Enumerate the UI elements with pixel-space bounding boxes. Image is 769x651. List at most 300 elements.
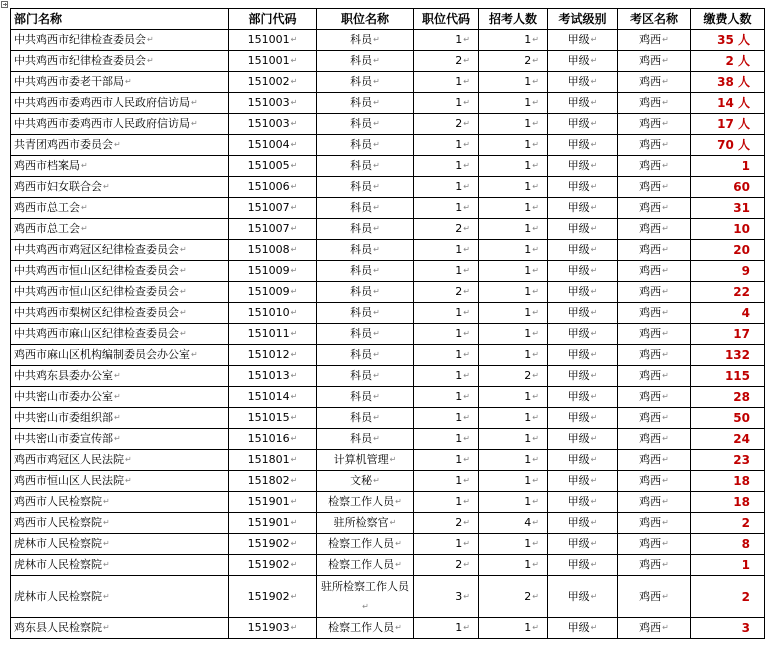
paid-count-cell xyxy=(691,387,765,408)
position-code-cell xyxy=(414,282,479,303)
paragraph-mark-icon: ↵ xyxy=(373,413,380,422)
paid-count-cell xyxy=(691,576,765,618)
exam-level-cell xyxy=(548,576,618,618)
exam-level-text: 甲级 xyxy=(567,589,590,603)
recruit-count-cell xyxy=(479,513,548,534)
department-name-cell xyxy=(11,282,229,303)
paid-count-cell xyxy=(691,261,765,282)
position-name-text: 计算机管理 xyxy=(333,453,389,466)
department-code-cell xyxy=(229,93,317,114)
department-name-text: 中共鸡西市纪律检查委员会 xyxy=(14,54,146,67)
recruit-count-text: 1 xyxy=(524,159,532,172)
paragraph-mark-icon: ↵ xyxy=(463,497,470,506)
paid-count-cell xyxy=(691,366,765,387)
paid-count-text: 50 xyxy=(733,411,750,425)
department-name-cell xyxy=(11,114,229,135)
paragraph-mark-icon: ↵ xyxy=(389,455,397,464)
position-name-text: 检察工作人员 xyxy=(328,495,395,508)
position-code-text: 1 xyxy=(455,159,463,172)
department-name-text: 中共密山市委组织部 xyxy=(14,411,113,424)
position-name-text: 科员 xyxy=(350,390,373,403)
recruit-count-text: 1 xyxy=(524,411,532,424)
paragraph-mark-icon: ↵ xyxy=(103,623,110,632)
paragraph-mark-icon: ↵ xyxy=(373,371,380,380)
position-name-cell xyxy=(317,219,414,240)
position-name-cell xyxy=(317,72,414,93)
exam-area-cell xyxy=(618,114,691,135)
paragraph-mark-icon: ↵ xyxy=(590,476,598,485)
paragraph-mark-icon: ↵ xyxy=(463,434,470,443)
table-row xyxy=(11,450,765,471)
position-name-text: 科员 xyxy=(350,159,373,172)
exam-level-text: 甲级 xyxy=(567,96,590,109)
exam-area-text: 鸡西 xyxy=(639,390,662,403)
paragraph-mark-icon: ↵ xyxy=(662,455,669,464)
department-code-text: 151010 xyxy=(247,306,290,319)
paid-count-text: 28 xyxy=(733,390,750,404)
recruit-count-cell xyxy=(479,324,548,345)
paragraph-mark-icon: ↵ xyxy=(662,308,669,317)
exam-area-cell xyxy=(618,30,691,51)
paragraph-mark-icon: ↵ xyxy=(191,98,198,107)
position-code-text: 1 xyxy=(455,243,463,256)
exam-level-text: 甲级 xyxy=(567,264,590,277)
department-code-cell xyxy=(229,492,317,513)
paragraph-mark-icon: ↵ xyxy=(290,329,298,338)
exam-level-text: 甲级 xyxy=(567,159,590,172)
paid-count-text: 35 人 xyxy=(717,33,750,47)
exam-level-text: 甲级 xyxy=(567,285,590,298)
department-name-cell xyxy=(11,492,229,513)
paragraph-mark-icon: ↵ xyxy=(662,539,669,548)
position-name-cell xyxy=(317,282,414,303)
position-code-cell xyxy=(414,51,479,72)
position-name-text: 科员 xyxy=(350,369,373,382)
paragraph-mark-icon: ↵ xyxy=(590,350,598,359)
paid-count-text: 20 xyxy=(733,243,750,257)
paragraph-mark-icon: ↵ xyxy=(662,203,669,212)
paragraph-mark-icon: ↵ xyxy=(463,287,470,296)
position-code-text: 1 xyxy=(455,75,463,88)
exam-area-cell xyxy=(618,198,691,219)
recruit-count-cell xyxy=(479,429,548,450)
paragraph-mark-icon: ↵ xyxy=(290,203,298,212)
department-code-cell xyxy=(229,555,317,576)
paragraph-mark-icon: ↵ xyxy=(590,35,598,44)
department-code-cell xyxy=(229,387,317,408)
paragraph-mark-icon: ↵ xyxy=(532,623,539,632)
exam-area-cell xyxy=(618,51,691,72)
exam-area-cell xyxy=(618,219,691,240)
department-code-text: 151014 xyxy=(247,390,290,403)
table-row xyxy=(11,408,765,429)
position-name-text: 科员 xyxy=(350,54,373,67)
paragraph-mark-icon: ↵ xyxy=(290,119,298,128)
paragraph-mark-icon: ↵ xyxy=(463,350,470,359)
paragraph-mark-icon: ↵ xyxy=(290,560,298,569)
recruit-count-cell xyxy=(479,177,548,198)
department-name-cell xyxy=(11,219,229,240)
paragraph-mark-icon: ↵ xyxy=(590,434,598,443)
position-name-cell xyxy=(317,303,414,324)
recruit-count-text: 1 xyxy=(524,138,532,151)
position-code-text: 1 xyxy=(455,33,463,46)
position-name-cell xyxy=(317,366,414,387)
position-name-cell xyxy=(317,345,414,366)
position-code-text: 1 xyxy=(455,201,463,214)
recruit-count-cell xyxy=(479,450,548,471)
paragraph-mark-icon: ↵ xyxy=(373,434,380,443)
department-code-text: 151903 xyxy=(247,621,290,634)
exam-level-text: 甲级 xyxy=(567,75,590,88)
paid-count-text: 70 人 xyxy=(717,138,750,152)
department-code-text: 151011 xyxy=(247,327,290,340)
paid-count-text: 18 xyxy=(733,495,750,509)
paragraph-mark-icon: ↵ xyxy=(290,224,298,233)
position-name-cell xyxy=(317,471,414,492)
exam-area-text: 鸡西 xyxy=(639,33,662,46)
paid-count-text: 8 xyxy=(741,537,750,551)
paragraph-mark-icon: ↵ xyxy=(590,140,598,149)
department-name-text: 鸡西市总工会 xyxy=(14,222,80,235)
table-row xyxy=(11,219,765,240)
paragraph-mark-icon: ↵ xyxy=(662,329,669,338)
paid-count-text: 38 人 xyxy=(717,75,750,89)
recruit-count-text: 1 xyxy=(524,75,532,88)
position-name-cell xyxy=(317,198,414,219)
exam-level-cell xyxy=(548,72,618,93)
department-code-cell xyxy=(229,72,317,93)
table-move-handle-icon[interactable] xyxy=(1,1,8,8)
position-name-cell xyxy=(317,240,414,261)
recruit-count-text: 1 xyxy=(524,621,532,634)
department-name-text: 鸡西市妇女联合会 xyxy=(14,180,102,193)
department-code-text: 151902 xyxy=(247,537,290,550)
recruit-count-text: 1 xyxy=(524,453,532,466)
paragraph-mark-icon: ↵ xyxy=(180,308,187,317)
table-row xyxy=(11,324,765,345)
paragraph-mark-icon: ↵ xyxy=(463,623,470,632)
position-name-text: 检察工作人员 xyxy=(328,537,395,550)
department-code-text: 151802 xyxy=(247,474,290,487)
department-name-text: 鸡西市鸡冠区人民法院 xyxy=(14,453,124,466)
exam-level-cell xyxy=(548,492,618,513)
paragraph-mark-icon: ↵ xyxy=(290,497,298,506)
table-row xyxy=(11,72,765,93)
paid-count-cell xyxy=(691,114,765,135)
department-name-text: 中共鸡西市麻山区纪律检查委员会 xyxy=(14,327,179,340)
department-name-text: 中共鸡西市纪律检查委员会 xyxy=(14,33,146,46)
paragraph-mark-icon: ↵ xyxy=(395,539,402,548)
paid-count-cell xyxy=(691,345,765,366)
recruit-count-cell xyxy=(479,303,548,324)
paragraph-mark-icon: ↵ xyxy=(114,434,121,443)
department-code-cell xyxy=(229,576,317,618)
position-name-cell xyxy=(317,387,414,408)
department-name-text: 鸡西市总工会 xyxy=(14,201,80,214)
paragraph-mark-icon: ↵ xyxy=(114,140,121,149)
exam-level-cell xyxy=(548,366,618,387)
table-row xyxy=(11,93,765,114)
position-name-cell xyxy=(317,618,414,639)
department-name-cell xyxy=(11,345,229,366)
paid-count-cell xyxy=(691,324,765,345)
department-code-text: 151003 xyxy=(247,117,290,130)
recruit-count-cell xyxy=(479,618,548,639)
recruit-count-cell xyxy=(479,93,548,114)
position-name-cell xyxy=(317,177,414,198)
department-code-cell xyxy=(229,618,317,639)
position-name-text: 驻所检察官 xyxy=(333,516,389,529)
paragraph-mark-icon: ↵ xyxy=(662,560,669,569)
recruit-count-cell xyxy=(479,492,548,513)
recruit-count-cell xyxy=(479,408,548,429)
department-name-text: 鸡西市麻山区机构编制委员会办公室 xyxy=(14,348,190,361)
position-code-cell xyxy=(414,345,479,366)
recruit-count-text: 1 xyxy=(524,243,532,256)
paragraph-mark-icon: ↵ xyxy=(290,371,298,380)
recruit-count-cell xyxy=(479,387,548,408)
paragraph-mark-icon: ↵ xyxy=(180,266,187,275)
department-code-text: 151012 xyxy=(247,348,290,361)
position-code-cell xyxy=(414,513,479,534)
position-name-cell xyxy=(317,450,414,471)
paragraph-mark-icon: ↵ xyxy=(290,35,298,44)
exam-level-cell xyxy=(548,135,618,156)
position-name-text: 科员 xyxy=(350,33,373,46)
exam-level-cell xyxy=(548,177,618,198)
recruit-count-cell xyxy=(479,114,548,135)
paragraph-mark-icon: ↵ xyxy=(590,497,598,506)
exam-area-cell xyxy=(618,282,691,303)
position-name-cell xyxy=(317,30,414,51)
exam-area-text: 鸡西 xyxy=(639,222,662,235)
position-code-cell xyxy=(414,198,479,219)
paragraph-mark-icon: ↵ xyxy=(463,371,470,380)
paragraph-mark-icon: ↵ xyxy=(463,182,470,191)
position-code-cell xyxy=(414,156,479,177)
department-name-text: 中共密山市委宣传部 xyxy=(14,432,113,445)
department-code-cell xyxy=(229,324,317,345)
department-name-cell xyxy=(11,471,229,492)
position-code-text: 1 xyxy=(455,138,463,151)
position-code-text: 2 xyxy=(455,54,463,67)
paid-count-text: 23 xyxy=(733,453,750,467)
exam-level-text: 甲级 xyxy=(567,180,590,193)
exam-area-cell xyxy=(618,156,691,177)
recruit-count-text: 1 xyxy=(524,222,532,235)
paragraph-mark-icon: ↵ xyxy=(81,224,88,233)
paid-count-cell xyxy=(691,534,765,555)
paragraph-mark-icon: ↵ xyxy=(662,224,669,233)
header-cell: 考区名称 xyxy=(618,9,691,30)
paid-count-text: 3 xyxy=(741,621,750,635)
department-name-cell xyxy=(11,177,229,198)
department-code-text: 151002 xyxy=(247,75,290,88)
paragraph-mark-icon: ↵ xyxy=(290,140,298,149)
recruit-count-text: 1 xyxy=(524,180,532,193)
position-code-cell xyxy=(414,450,479,471)
position-name-text: 文秘 xyxy=(350,474,373,487)
department-code-text: 151006 xyxy=(247,180,290,193)
header-cell: 部门名称 xyxy=(11,9,229,30)
header-cell: 缴费人数 xyxy=(691,9,765,30)
paragraph-mark-icon: ↵ xyxy=(532,98,539,107)
exam-level-cell xyxy=(548,555,618,576)
department-name-text: 鸡西市恒山区人民法院 xyxy=(14,474,124,487)
department-code-text: 151902 xyxy=(247,558,290,571)
position-code-cell xyxy=(414,72,479,93)
paragraph-mark-icon: ↵ xyxy=(373,35,380,44)
paragraph-mark-icon: ↵ xyxy=(373,392,380,401)
position-code-cell xyxy=(414,219,479,240)
department-code-cell xyxy=(229,471,317,492)
exam-area-text: 鸡西 xyxy=(639,516,662,529)
exam-level-text: 甲级 xyxy=(567,138,590,151)
header-cell: 考试级别 xyxy=(548,9,618,30)
paid-count-cell xyxy=(691,30,765,51)
department-name-cell xyxy=(11,156,229,177)
exam-area-cell xyxy=(618,303,691,324)
paragraph-mark-icon: ↵ xyxy=(463,161,470,170)
exam-level-text: 甲级 xyxy=(567,537,590,550)
department-name-text: 鸡西市人民检察院 xyxy=(14,516,102,529)
paid-count-text: 1 xyxy=(741,558,750,572)
recruit-count-text: 1 xyxy=(524,117,532,130)
paid-count-text: 31 xyxy=(733,201,750,215)
recruit-count-text: 1 xyxy=(524,327,532,340)
exam-area-cell xyxy=(618,324,691,345)
paragraph-mark-icon: ↵ xyxy=(463,56,470,65)
department-name-cell xyxy=(11,387,229,408)
paragraph-mark-icon: ↵ xyxy=(662,591,669,601)
paid-count-text: 132 xyxy=(724,348,750,362)
paragraph-mark-icon: ↵ xyxy=(662,413,669,422)
exam-area-cell xyxy=(618,576,691,618)
recruit-count-cell xyxy=(479,72,548,93)
paragraph-mark-icon: ↵ xyxy=(362,601,369,611)
paid-count-cell xyxy=(691,198,765,219)
table-row xyxy=(11,429,765,450)
paid-count-cell xyxy=(691,93,765,114)
recruit-count-text: 1 xyxy=(524,558,532,571)
paragraph-mark-icon: ↵ xyxy=(662,245,669,254)
paid-count-cell xyxy=(691,492,765,513)
table-row xyxy=(11,177,765,198)
position-name-cell xyxy=(317,324,414,345)
paragraph-mark-icon: ↵ xyxy=(81,203,88,212)
paragraph-mark-icon: ↵ xyxy=(290,245,298,254)
table-row xyxy=(11,534,765,555)
paragraph-mark-icon: ↵ xyxy=(114,371,121,380)
exam-area-text: 鸡西 xyxy=(639,54,662,67)
paragraph-mark-icon: ↵ xyxy=(532,224,539,233)
position-code-text: 1 xyxy=(455,348,463,361)
exam-level-cell xyxy=(548,240,618,261)
paid-count-cell xyxy=(691,513,765,534)
paragraph-mark-icon: ↵ xyxy=(463,392,470,401)
recruit-count-text: 1 xyxy=(524,306,532,319)
table-row xyxy=(11,51,765,72)
paragraph-mark-icon: ↵ xyxy=(463,476,470,485)
paragraph-mark-icon: ↵ xyxy=(373,98,380,107)
paragraph-mark-icon: ↵ xyxy=(180,329,187,338)
exam-level-text: 甲级 xyxy=(567,411,590,424)
paragraph-mark-icon: ↵ xyxy=(532,245,539,254)
department-code-cell xyxy=(229,429,317,450)
exam-area-text: 鸡西 xyxy=(639,201,662,214)
position-name-text: 科员 xyxy=(350,201,373,214)
exam-area-text: 鸡西 xyxy=(639,369,662,382)
exam-area-text: 鸡西 xyxy=(639,117,662,130)
position-code-cell xyxy=(414,177,479,198)
position-code-text: 1 xyxy=(455,621,463,634)
exam-level-cell xyxy=(548,618,618,639)
paragraph-mark-icon: ↵ xyxy=(590,287,598,296)
recruit-count-text: 4 xyxy=(524,516,532,529)
department-name-text: 中共鸡西市委鸡西市人民政府信访局 xyxy=(14,117,190,130)
exam-area-cell xyxy=(618,72,691,93)
paid-count-cell xyxy=(691,429,765,450)
position-code-text: 1 xyxy=(455,474,463,487)
paid-count-text: 2 xyxy=(741,516,750,530)
paid-count-text: 2 xyxy=(741,589,750,604)
table-row xyxy=(11,345,765,366)
paragraph-mark-icon: ↵ xyxy=(532,560,539,569)
paragraph-mark-icon: ↵ xyxy=(662,476,669,485)
paragraph-mark-icon: ↵ xyxy=(125,455,132,464)
paragraph-mark-icon: ↵ xyxy=(590,329,598,338)
paragraph-mark-icon: ↵ xyxy=(662,140,669,149)
exam-level-cell xyxy=(548,408,618,429)
position-code-text: 2 xyxy=(455,558,463,571)
table-row xyxy=(11,555,765,576)
position-name-cell xyxy=(317,135,414,156)
paid-count-text: 2 人 xyxy=(725,54,750,68)
paragraph-mark-icon: ↵ xyxy=(590,308,598,317)
recruit-count-cell xyxy=(479,261,548,282)
paragraph-mark-icon: ↵ xyxy=(590,371,598,380)
recruit-count-cell xyxy=(479,219,548,240)
position-name-text: 科员 xyxy=(350,327,373,340)
registration-table xyxy=(10,8,765,639)
table-row xyxy=(11,135,765,156)
paid-count-text: 24 xyxy=(733,432,750,446)
paragraph-mark-icon: ↵ xyxy=(532,539,539,548)
department-code-cell xyxy=(229,261,317,282)
recruit-count-text: 2 xyxy=(524,54,532,67)
paragraph-mark-icon: ↵ xyxy=(103,539,110,548)
position-name-text: 驻所检察工作人员 xyxy=(321,579,409,593)
exam-area-cell xyxy=(618,261,691,282)
recruit-count-text: 1 xyxy=(524,96,532,109)
recruit-count-text: 1 xyxy=(524,390,532,403)
recruit-count-cell xyxy=(479,345,548,366)
paragraph-mark-icon: ↵ xyxy=(290,434,298,443)
exam-level-cell xyxy=(548,303,618,324)
exam-level-text: 甲级 xyxy=(567,474,590,487)
position-name-text: 科员 xyxy=(350,285,373,298)
exam-area-text: 鸡西 xyxy=(639,432,662,445)
department-code-text: 151007 xyxy=(247,201,290,214)
paid-count-cell xyxy=(691,156,765,177)
department-name-cell xyxy=(11,240,229,261)
paragraph-mark-icon: ↵ xyxy=(290,182,298,191)
table-row xyxy=(11,513,765,534)
paragraph-mark-icon: ↵ xyxy=(290,56,298,65)
paragraph-mark-icon: ↵ xyxy=(290,518,298,527)
exam-level-text: 甲级 xyxy=(567,390,590,403)
